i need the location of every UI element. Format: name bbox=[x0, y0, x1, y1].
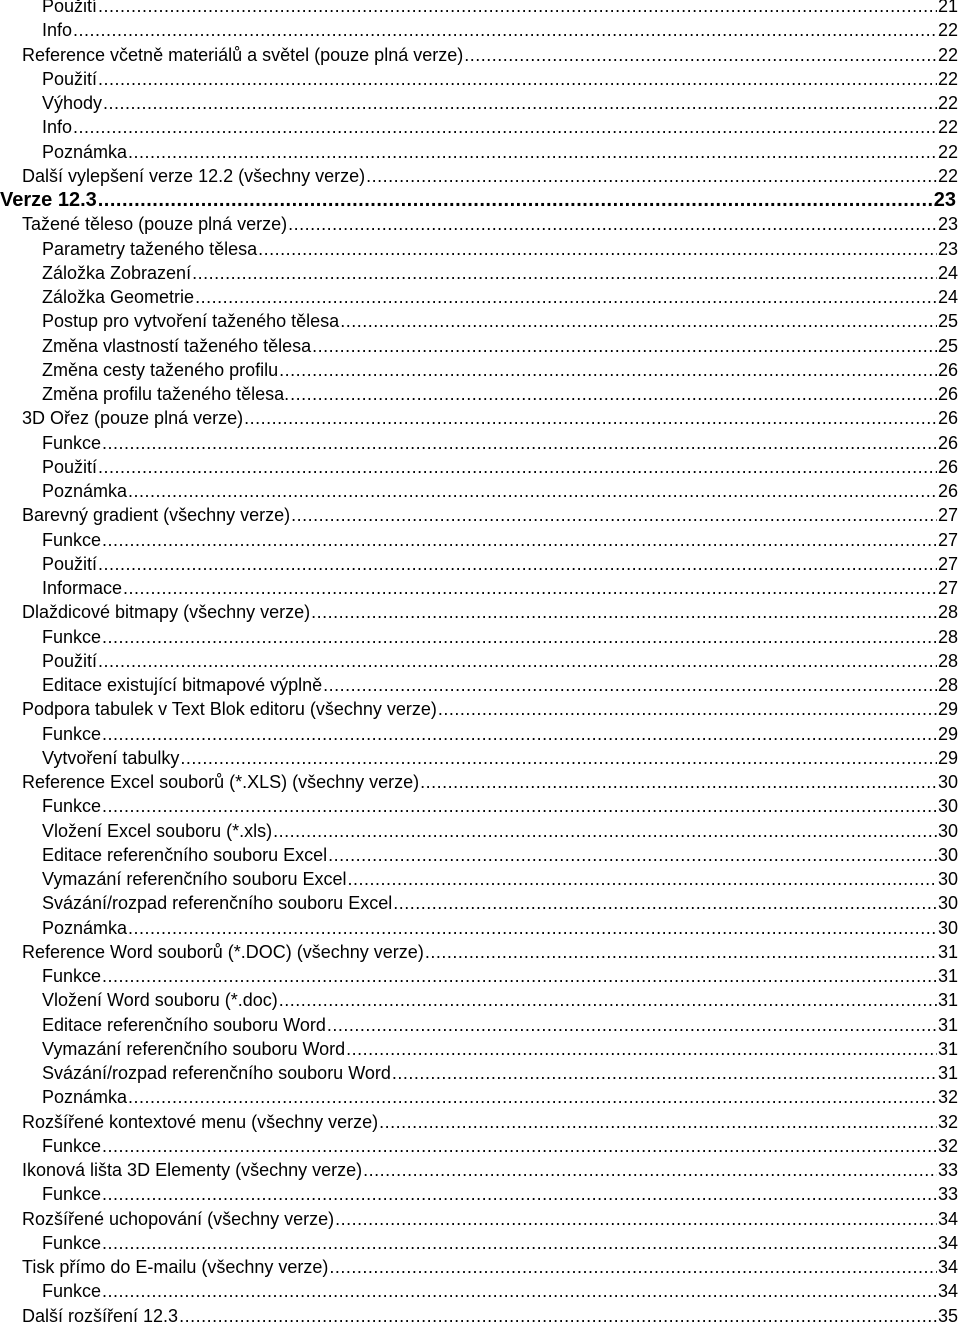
toc-page-number: 23 bbox=[937, 214, 958, 235]
toc-dot-leader bbox=[327, 1013, 937, 1037]
toc-dot-leader bbox=[312, 334, 937, 358]
toc-entry-title: Poznámka bbox=[42, 141, 128, 162]
toc-page-number: 35 bbox=[937, 1305, 958, 1326]
toc-dot-leader bbox=[393, 891, 937, 915]
toc-entry[interactable] bbox=[0, 212, 960, 236]
toc-entry-title: Rozšířené uchopování (všechny verze) bbox=[22, 1208, 335, 1229]
toc-entry[interactable] bbox=[0, 382, 960, 406]
toc-chapter-entry[interactable] bbox=[0, 188, 960, 212]
toc-entry-title: Svázání/rozpad referenčního souboru Word bbox=[42, 1063, 391, 1083]
toc-entry-title: Záložka Geometrie bbox=[42, 287, 195, 307]
toc-entry-title: Funkce bbox=[42, 966, 102, 986]
toc-page-number: 34 bbox=[937, 1257, 958, 1277]
toc-page-number: 30 bbox=[937, 820, 958, 841]
toc-page-number: 34 bbox=[937, 1232, 958, 1253]
toc-entry[interactable] bbox=[0, 819, 960, 843]
toc-entry-title: Poznámka bbox=[42, 481, 128, 501]
toc-dot-leader bbox=[192, 261, 937, 285]
toc-dot-leader bbox=[98, 649, 937, 673]
toc-page-number: 27 bbox=[937, 529, 958, 550]
toc-entry[interactable] bbox=[0, 91, 960, 115]
toc-dot-leader bbox=[273, 819, 937, 843]
toc-entry-title: Změna cesty taženého profilu bbox=[42, 359, 279, 380]
toc-entry-title: Informace bbox=[42, 578, 123, 598]
toc-entry[interactable] bbox=[0, 237, 960, 261]
toc-entry-title: Svázání/rozpad referenčního souboru Excel bbox=[42, 893, 393, 914]
toc-dot-leader bbox=[323, 673, 937, 697]
toc-dot-leader bbox=[103, 91, 937, 115]
toc-dot-leader bbox=[102, 528, 937, 552]
toc-page-number: 32 bbox=[937, 1135, 958, 1156]
toc-page-number: 23 bbox=[933, 189, 956, 211]
toc-entry[interactable] bbox=[0, 1110, 960, 1134]
toc-entry-title: Rozšířené kontextové menu (všechny verze) bbox=[22, 1111, 379, 1132]
toc-entry-title: Editace existující bitmapové výplně bbox=[42, 675, 323, 695]
toc-dot-leader bbox=[258, 237, 937, 261]
toc-entry-title: Poznámka bbox=[42, 917, 128, 938]
toc-entry-title: Vložení Word souboru (*.doc) bbox=[42, 990, 278, 1011]
toc-page-number: 33 bbox=[937, 1184, 958, 1205]
toc-dot-leader bbox=[128, 1085, 937, 1109]
toc-page-number: 28 bbox=[937, 675, 958, 695]
toc-dot-leader bbox=[73, 115, 937, 139]
toc-entry[interactable] bbox=[0, 625, 960, 649]
toc-page-number: 30 bbox=[937, 844, 958, 865]
toc-page-number: 34 bbox=[937, 1208, 958, 1229]
toc-page-number: 27 bbox=[937, 553, 958, 574]
toc-page-number: 26 bbox=[937, 481, 958, 501]
toc-page-number: 25 bbox=[937, 335, 958, 356]
toc-entry[interactable] bbox=[0, 261, 960, 285]
toc-entry[interactable] bbox=[0, 1061, 960, 1085]
toc-dot-leader bbox=[379, 1110, 937, 1134]
toc-page-number: 28 bbox=[937, 626, 958, 647]
toc-page-number: 33 bbox=[937, 1160, 958, 1180]
toc-dot-leader bbox=[311, 600, 937, 624]
toc-dot-leader bbox=[288, 212, 937, 236]
toc-dot-leader bbox=[98, 455, 937, 479]
toc-entry-title: Editace referenčního souboru Word bbox=[42, 1014, 326, 1035]
toc-entry[interactable] bbox=[0, 843, 960, 867]
toc-entry-title: Použití bbox=[42, 456, 98, 477]
toc-dot-leader bbox=[438, 697, 937, 721]
toc-dot-leader bbox=[244, 406, 937, 430]
toc-page-number: 32 bbox=[937, 1087, 958, 1108]
toc-page-number: 29 bbox=[937, 699, 958, 720]
toc-page-number: 31 bbox=[937, 1063, 958, 1083]
toc-dot-leader bbox=[279, 988, 937, 1012]
toc-entry[interactable] bbox=[0, 649, 960, 673]
toc-page-number: 30 bbox=[937, 796, 958, 817]
toc-entry-title: Změna vlastností taženého tělesa bbox=[42, 335, 312, 356]
toc-page-number: 31 bbox=[937, 1014, 958, 1035]
toc-page-number: 21 bbox=[937, 0, 958, 16]
toc-dot-leader bbox=[128, 140, 937, 164]
toc-entry-title: Výhody bbox=[42, 93, 103, 113]
toc-dot-leader bbox=[102, 625, 937, 649]
toc-dot-leader bbox=[179, 1304, 937, 1328]
toc-entry-title: Vložení Excel souboru (*.xls) bbox=[42, 820, 273, 841]
toc-entry-title: Postup pro vytvoření taženého tělesa bbox=[42, 311, 340, 332]
toc-page-number: 31 bbox=[937, 990, 958, 1011]
toc-entry-title: Editace referenčního souboru Excel bbox=[42, 844, 328, 865]
toc-entry-title: Použití bbox=[42, 68, 98, 89]
toc-entry[interactable] bbox=[0, 358, 960, 382]
toc-dot-leader bbox=[366, 164, 937, 188]
toc-entry[interactable] bbox=[0, 285, 960, 309]
toc-entry-title: Vymazání referenčního souboru Word bbox=[42, 1038, 346, 1059]
toc-entry[interactable] bbox=[0, 1134, 960, 1158]
toc-entry[interactable] bbox=[0, 673, 960, 697]
toc-entry-title: Funkce bbox=[42, 796, 102, 817]
toc-entry-title: Tažené těleso (pouze plná verze) bbox=[22, 214, 288, 235]
toc-entry-title: Funkce bbox=[42, 1135, 102, 1156]
toc-page-number: 29 bbox=[937, 747, 958, 768]
toc-page-number: 31 bbox=[937, 941, 958, 962]
toc-dot-leader bbox=[420, 770, 937, 794]
toc-entry[interactable] bbox=[0, 140, 960, 164]
toc-entry-title: Ikonová lišta 3D Elementy (všechny verze) bbox=[22, 1160, 363, 1180]
toc-dot-leader bbox=[464, 43, 937, 67]
toc-entry[interactable] bbox=[0, 916, 960, 940]
toc-entry[interactable] bbox=[0, 455, 960, 479]
toc-entry[interactable] bbox=[0, 600, 960, 624]
toc-dot-leader bbox=[73, 18, 937, 42]
toc-entry[interactable] bbox=[0, 1182, 960, 1206]
toc-dot-leader bbox=[180, 746, 937, 770]
toc-page-number: 30 bbox=[937, 917, 958, 938]
toc-entry-title: Použití bbox=[42, 553, 98, 574]
toc-page-number: 26 bbox=[937, 432, 958, 453]
toc-entry[interactable] bbox=[0, 988, 960, 1012]
toc-dot-leader bbox=[102, 1134, 937, 1158]
toc-page-number: 30 bbox=[937, 772, 958, 792]
toc-entry[interactable] bbox=[0, 867, 960, 891]
toc-entry-title: Info bbox=[42, 117, 73, 138]
toc-dot-leader bbox=[102, 964, 937, 988]
toc-page-number: 29 bbox=[937, 723, 958, 744]
toc-dot-leader bbox=[346, 1037, 937, 1061]
toc-dot-leader bbox=[195, 285, 937, 309]
toc-page-number: 24 bbox=[937, 262, 958, 283]
toc-page-number: 26 bbox=[937, 384, 958, 404]
toc-dot-leader bbox=[102, 794, 937, 818]
toc-page-number: 34 bbox=[937, 1281, 958, 1302]
toc-dot-leader bbox=[291, 503, 937, 527]
toc-page-number: 26 bbox=[937, 408, 958, 429]
toc-page-number: 30 bbox=[937, 893, 958, 914]
toc-entry[interactable] bbox=[0, 18, 960, 42]
toc-dot-leader bbox=[98, 188, 933, 212]
toc-dot-leader bbox=[392, 1061, 937, 1085]
toc-dot-leader bbox=[102, 431, 937, 455]
toc-dot-leader bbox=[348, 867, 937, 891]
toc-entry-title: Další rozšíření 12.3 bbox=[22, 1305, 179, 1326]
toc-entry[interactable] bbox=[0, 576, 960, 600]
toc-dot-leader bbox=[102, 722, 937, 746]
toc-dot-leader bbox=[102, 1182, 937, 1206]
toc-entry-title: Parametry taženého tělesa bbox=[42, 238, 258, 259]
toc-dot-leader bbox=[335, 1207, 937, 1231]
toc-page-number: 24 bbox=[937, 287, 958, 307]
toc-dot-leader bbox=[340, 309, 937, 333]
toc-entry[interactable] bbox=[0, 503, 960, 527]
toc-entry[interactable] bbox=[0, 0, 960, 18]
toc-entry[interactable] bbox=[0, 406, 960, 430]
toc-page-number: 28 bbox=[937, 602, 958, 623]
toc-page-number: 32 bbox=[937, 1111, 958, 1132]
toc-entry-title: Použití bbox=[42, 0, 98, 16]
toc-entry-title: Verze 12.3 bbox=[0, 189, 97, 211]
toc-entry-title: Záložka Zobrazení bbox=[42, 262, 192, 283]
toc-entry[interactable] bbox=[0, 697, 960, 721]
toc-dot-leader bbox=[328, 843, 937, 867]
toc-entry-title: Další vylepšení verze 12.2 (všechny verze) bbox=[22, 165, 366, 186]
toc-entry[interactable] bbox=[0, 1231, 960, 1255]
toc-entry-title: Funkce bbox=[42, 529, 102, 550]
toc-entry-title: Reference Word souborů (*.DOC) (všechny verze) bbox=[22, 941, 424, 962]
toc-entry[interactable] bbox=[0, 334, 960, 358]
toc-entry[interactable] bbox=[0, 964, 960, 988]
toc-entry-title: Funkce bbox=[42, 626, 102, 647]
toc-entry[interactable] bbox=[0, 164, 960, 188]
toc-dot-leader bbox=[329, 1255, 937, 1279]
toc-entry-title: Info bbox=[42, 20, 73, 41]
toc-entry[interactable] bbox=[0, 1279, 960, 1303]
toc-entry-title: Poznámka bbox=[42, 1087, 128, 1108]
toc-dot-leader bbox=[425, 940, 937, 964]
toc-entry[interactable] bbox=[0, 770, 960, 794]
toc-entry[interactable] bbox=[0, 1207, 960, 1231]
toc-entry-title: Funkce bbox=[42, 432, 102, 453]
toc-entry[interactable] bbox=[0, 479, 960, 503]
toc-entry[interactable] bbox=[0, 1085, 960, 1109]
toc-entry[interactable] bbox=[0, 115, 960, 139]
toc-page-number: 30 bbox=[937, 869, 958, 889]
toc-entry-title: Funkce bbox=[42, 1281, 102, 1302]
toc-dot-leader bbox=[363, 1158, 937, 1182]
toc-page-number: 22 bbox=[937, 117, 958, 138]
toc-entry[interactable] bbox=[0, 528, 960, 552]
toc-entry[interactable] bbox=[0, 746, 960, 770]
toc-entry-title: Podpora tabulek v Text Blok editoru (všechny verze) bbox=[22, 699, 437, 720]
toc-entry[interactable] bbox=[0, 1037, 960, 1061]
toc-dot-leader bbox=[98, 552, 937, 576]
toc-page-number: 25 bbox=[937, 311, 958, 332]
toc-entry[interactable] bbox=[0, 1158, 960, 1182]
toc-dot-leader bbox=[279, 358, 937, 382]
toc-page-number: 31 bbox=[937, 966, 958, 986]
toc-entry-title: 3D Ořez (pouze plná verze) bbox=[22, 408, 244, 429]
toc-entry-title: Vymazání referenčního souboru Excel bbox=[42, 869, 347, 889]
toc-entry-title: Barevný gradient (všechny verze) bbox=[22, 505, 291, 526]
toc-entry[interactable] bbox=[0, 431, 960, 455]
toc-entry[interactable] bbox=[0, 309, 960, 333]
toc-page-number: 22 bbox=[937, 44, 958, 65]
toc-entry[interactable] bbox=[0, 67, 960, 91]
toc-dot-leader bbox=[102, 1231, 937, 1255]
toc-entry-title: Funkce bbox=[42, 1184, 102, 1205]
toc-page-number: 31 bbox=[937, 1038, 958, 1059]
toc-entry-title: Reference včetně materiálů a světel (pouze plná verze) bbox=[22, 44, 464, 65]
toc-dot-leader bbox=[128, 479, 937, 503]
toc-dot-leader bbox=[98, 0, 937, 18]
toc-page-number: 28 bbox=[937, 650, 958, 671]
toc-entry-title: Funkce bbox=[42, 723, 102, 744]
toc-dot-leader bbox=[123, 576, 937, 600]
toc-page-number: 27 bbox=[937, 505, 958, 526]
toc-entry[interactable] bbox=[0, 1013, 960, 1037]
toc-dot-leader bbox=[102, 1279, 937, 1303]
toc-entry[interactable] bbox=[0, 940, 960, 964]
toc-page-number: 27 bbox=[937, 578, 958, 598]
toc-page-number: 26 bbox=[937, 456, 958, 477]
toc-entry[interactable] bbox=[0, 794, 960, 818]
toc-entry-title: Změna profilu taženého tělesa. bbox=[42, 384, 290, 404]
toc-page-number: 22 bbox=[937, 68, 958, 89]
toc-entry-title: Vytvoření tabulky bbox=[42, 747, 180, 768]
toc-page-number: 26 bbox=[937, 359, 958, 380]
toc-entry[interactable] bbox=[0, 43, 960, 67]
toc-entry-title: Dlaždicové bitmapy (všechny verze) bbox=[22, 602, 311, 623]
toc-page-number: 23 bbox=[937, 238, 958, 259]
toc-page-number: 22 bbox=[937, 165, 958, 186]
toc-entry-title: Použití bbox=[42, 650, 98, 671]
toc-entry[interactable] bbox=[0, 1255, 960, 1279]
toc-page-number: 22 bbox=[937, 93, 958, 113]
toc-dot-leader bbox=[290, 382, 937, 406]
toc-entry[interactable] bbox=[0, 1304, 960, 1328]
toc-entry-title: Reference Excel souborů (*.XLS) (všechny verze) bbox=[22, 772, 420, 792]
toc-dot-leader bbox=[98, 67, 937, 91]
toc-dot-leader bbox=[128, 916, 937, 940]
toc-entry[interactable] bbox=[0, 552, 960, 576]
toc-entry-title: Tisk přímo do E-mailu (všechny verze) bbox=[22, 1257, 329, 1277]
toc-entry[interactable] bbox=[0, 891, 960, 915]
toc-entry-title: Funkce bbox=[42, 1232, 102, 1253]
toc-page-number: 22 bbox=[937, 20, 958, 41]
toc-entry[interactable] bbox=[0, 722, 960, 746]
toc-page-number: 22 bbox=[937, 141, 958, 162]
